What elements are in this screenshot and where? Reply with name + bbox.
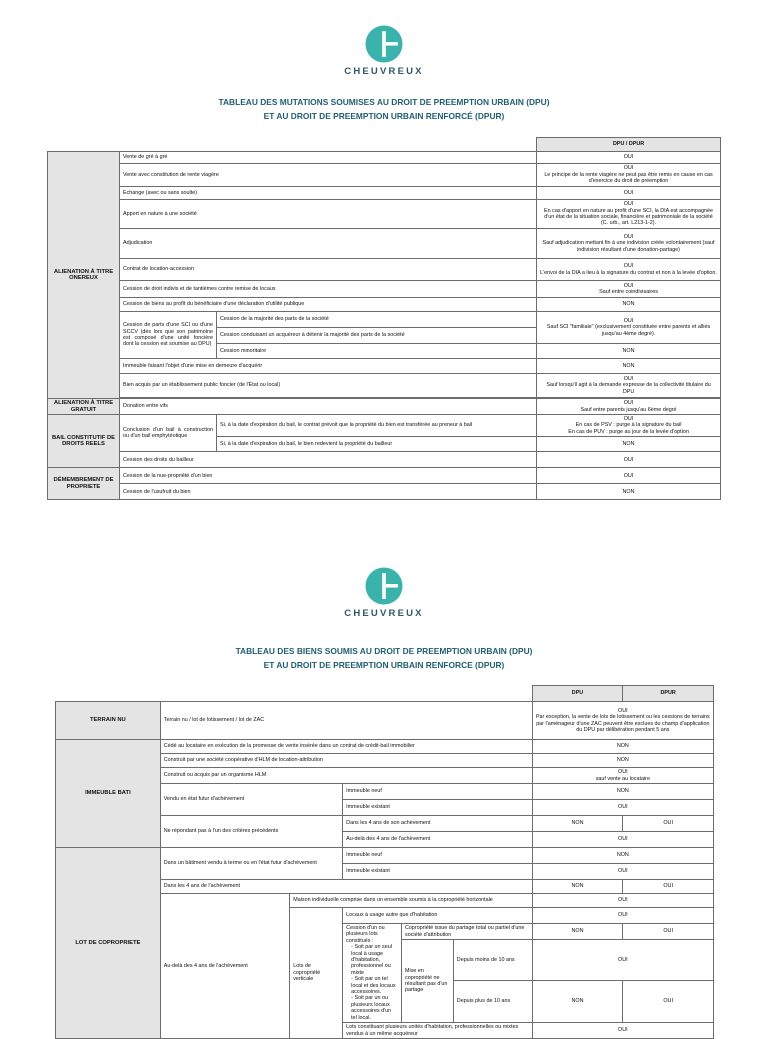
- row-label: Cession de biens au profit du bénéficiaire d'une déclaration d'utilité publique: [120, 298, 537, 312]
- brand-name: CHEUVREUX: [344, 608, 424, 619]
- mise-sub-dpu: NON: [532, 981, 623, 1023]
- row-label: Vente avec constitution de rente viagère: [120, 164, 537, 187]
- row-value: OUI: [537, 187, 721, 200]
- bail-sub-label: Si, à la date d'expiration du bail, le bien redevient la propriété du bailleur: [217, 437, 537, 452]
- sub-label: Au-delà des 4 ans de l'achèvement: [343, 832, 533, 848]
- row-value-dpur: OUI: [623, 880, 714, 894]
- row-label: Locaux à usage autre que d'habitation: [343, 908, 533, 924]
- sci-sub-label: Cession de la majorité des parts de la société: [217, 312, 537, 328]
- sci-sub-label: Cession conduisant un acquéreur à détenir la majorité des parts de la société: [217, 328, 537, 344]
- category-lot-copropriete: LOT DE COPROPRIETE: [56, 848, 161, 1039]
- category-immeuble-bati: IMMEUBLE BATI: [56, 740, 161, 848]
- row-value: OUI Sauf adjudication mettant fin à une indivision créée volontairement (sauf indivision résultant d'une donation-partage): [537, 229, 721, 259]
- sub-value-dpu: NON: [532, 816, 623, 832]
- sub-label: Immeuble existant: [343, 864, 533, 880]
- mise-sub-label: Depuis plus de 10 ans: [453, 981, 532, 1023]
- row-label: Apport en nature à une société: [120, 200, 537, 229]
- header-dpu-dpur: DPU / DPUR: [537, 138, 721, 152]
- mise-sub-label: Depuis moins de 10 ans: [453, 940, 532, 981]
- bail-label: Conclusion d'un bail à construction ou d'un bail emphytéotique: [120, 415, 217, 452]
- sub-value: OUI: [532, 800, 713, 816]
- page2-title-line2: ET AU DROIT DE PREEMPTION URBAIN RENFORCE (DPUR): [263, 660, 505, 670]
- row-label: Dans les 4 ans de l'achèvement: [160, 880, 532, 894]
- page2-title-line1: TABLEAU DES BIENS SOUMIS AU DROIT DE PREEMPTION URBAIN (DPU): [235, 646, 533, 656]
- row-value: OUI Sauf entre parents jusqu'au 6ème degré: [537, 399, 721, 415]
- bail-value: OUI En cas de PSV : purge à la signature du bail En cas de PUV : purge au jour de la levée d'option: [537, 415, 721, 437]
- cheuvreux-logo-icon: [365, 567, 403, 605]
- row-value: NON: [532, 740, 713, 754]
- row-value: OUI En cas d'apport en nature au profit d'une SCI, la DIA est accompagnée d'un état de la situation sociale, financière et patrimoniale de la société (C. urb., art. L213-1-2).: [537, 200, 721, 229]
- page1-title-line1: TABLEAU DES MUTATIONS SOUMISES AU DROIT DE PREEMPTION URBAIN (DPU): [218, 97, 550, 107]
- cession-label: [343, 924, 402, 1023]
- category-terrain-nu: TERRAIN NU: [56, 702, 161, 740]
- partage-label: Copropriété issue du partage total ou partiel d'une société d'attribution: [402, 924, 533, 940]
- sci-value-major: OUI Sauf SCI "familiale" (exclusivement constituée entre parents et alliés jusqu'au 4ème degré).: [537, 312, 721, 344]
- row-value: NON: [537, 359, 721, 374]
- sub-label: Immeuble neuf: [343, 784, 533, 800]
- mutations-table: [47, 137, 721, 500]
- sub-value: NON: [532, 848, 713, 864]
- row-label: Adjudication: [120, 229, 537, 259]
- terme-label: Dans un bâtiment vendu à terme ou en l'état futur d'achèvement: [160, 848, 342, 880]
- row-value: NON: [537, 484, 721, 500]
- row-value: OUI: [532, 894, 713, 908]
- sub-label: Dans les 4 ans de son achèvement: [343, 816, 533, 832]
- sub-value-dpur: OUI: [623, 816, 714, 832]
- category-demembrement: DÉMEMBREMENT DE PROPRIETE: [48, 468, 120, 500]
- lots-cv-label: Lots de copropriété verticale: [290, 908, 343, 1039]
- category-bail: BAIL CONSTITUTIF DE DROITS REELS: [48, 415, 120, 468]
- row-value: OUI: [537, 468, 721, 484]
- sci-value-minor: NON: [537, 344, 721, 359]
- row-value: OUI Sauf entre coindivisaires: [537, 281, 721, 298]
- row-value: OUI Par exception, la vente de lots de lotissement ou les cessions de terrains par l'aménageur d'une ZAC peuvent être exclues du champ d'application du DPU par délibération pendant 5 ans: [532, 702, 713, 740]
- row-value: OUI Le principe de la rente viagère ne peut pas être remis en cause en cas d'exercice du droit de préemption: [537, 164, 721, 187]
- sub-value: NON: [532, 784, 713, 800]
- row-value: OUI sauf vente au locataire: [532, 768, 713, 784]
- sub-value: OUI: [532, 832, 713, 848]
- row-label: Echange (avec ou sans soulte): [120, 187, 537, 200]
- row-label: Cession des droits du bailleur: [120, 452, 537, 468]
- row-label: Cession de la nue-propriété d'un bien: [120, 468, 537, 484]
- criteres-label: Ne répondant pas à l'un des critères précédents: [160, 816, 342, 848]
- bail-sub-label: Si, à la date d'expiration du bail, le contrat prévoit que la propriété du bien est transférée au preneur à bail: [217, 415, 537, 437]
- row-label: Maison individuelle comprise dans un ensemble soumis à la copropriété horizontale: [290, 894, 532, 908]
- row-value: OUI: [532, 908, 713, 924]
- sub-value: OUI: [532, 864, 713, 880]
- bail-value: NON: [537, 437, 721, 452]
- row-value-dpu: NON: [532, 880, 623, 894]
- mise-sub-dpur: OUI: [623, 981, 714, 1023]
- plusieurs-value: OUI: [532, 1023, 713, 1039]
- header-dpur: DPUR: [623, 686, 714, 702]
- vefa-label: Vendu en état futur d'achèvement: [160, 784, 342, 816]
- header-dpu: DPU: [532, 686, 623, 702]
- logo: [0, 25, 768, 77]
- row-label: Construit par une société coopérative d'HLM de location-attribution: [160, 754, 532, 768]
- category-alienation-gratuit: ALIENATION À TITRE GRATUIT: [48, 399, 120, 415]
- mise-label: Mise en copropriété ne résultant pas d'un partage: [402, 940, 454, 1023]
- sub-label: Immeuble neuf: [343, 848, 533, 864]
- partage-dpur: OUI: [623, 924, 714, 940]
- plusieurs-label: Lots constituant plusieurs unités d'habitation, professionnelles ou mixtes vendus à un même acquéreur: [343, 1023, 533, 1039]
- row-label: Cédé au locataire en exécution de la promesse de vente insérée dans un contrat de crédit-bail immobilier: [160, 740, 532, 754]
- cession-intro: Cession d'un ou plusieurs lots constitués :: [346, 925, 385, 944]
- partage-dpu: NON: [532, 924, 623, 940]
- row-label: Donation entre vifs: [120, 399, 537, 415]
- row-label: Immeuble faisant l'objet d'une mise en demeure d'acquérir: [120, 359, 537, 374]
- page2-title: [0, 644, 768, 672]
- cession-item: - Soit par un seul local à usage d'habitation, professionnel ou mixte: [351, 944, 398, 976]
- row-label: Construit ou acquis par un organisme HLM: [160, 768, 532, 784]
- page1-title: [0, 95, 768, 123]
- biens-table: [55, 685, 714, 1039]
- category-alienation-onereux: ALIENATION À TITRE ONEREUX: [48, 152, 120, 399]
- page1-title-line2: ET AU DROIT DE PREEMPTION URBAIN RENFORCÉ (DPUR): [263, 111, 505, 121]
- row-label: Terrain nu / lot de lotissement / lot de ZAC: [160, 702, 532, 740]
- brand-name: CHEUVREUX: [344, 66, 424, 77]
- row-label: Bien acquis par un établissement public foncier (de l'État ou local): [120, 374, 537, 398]
- row-value: OUI: [537, 452, 721, 468]
- row-label: Vente de gré à gré: [120, 152, 537, 164]
- row-value: NON: [532, 754, 713, 768]
- sci-label: Cession de parts d'une SCI ou d'une SCCV (dès lors que son patrimoine est composé d'une unité foncière dont la cession est soumise au DPU): [120, 312, 217, 359]
- row-value: OUI Sauf lorsqu'il agit à la demande expresse de la collectivité titulaire du DPU: [537, 374, 721, 398]
- cession-item: - Soit par un tel local et des locaux accessoires.: [351, 976, 398, 995]
- row-label: Cession de l'usufruit du bien: [120, 484, 537, 500]
- sub-label: Immeuble existant: [343, 800, 533, 816]
- row-label: Contrat de location-accession: [120, 259, 537, 281]
- cheuvreux-logo-icon: [365, 25, 403, 63]
- row-value: NON: [537, 298, 721, 312]
- cession-item: - Soit par un ou plusieurs locaux accessoires d'un tel local.: [351, 995, 398, 1021]
- row-label: Cession de droit indivis et de tantièmes contre remise de locaux: [120, 281, 537, 298]
- sci-sub-label: Cession minoritaire: [217, 344, 537, 359]
- row-value: OUI: [537, 152, 721, 164]
- mise-sub-value: OUI: [532, 940, 713, 981]
- row-value: OUI L'envoi de la DIA a lieu à la signature du contrat et non à la levée d'option.: [537, 259, 721, 281]
- audela-label: Au-delà des 4 ans de l'achèvement: [160, 894, 289, 1039]
- logo-page2: [0, 567, 768, 619]
